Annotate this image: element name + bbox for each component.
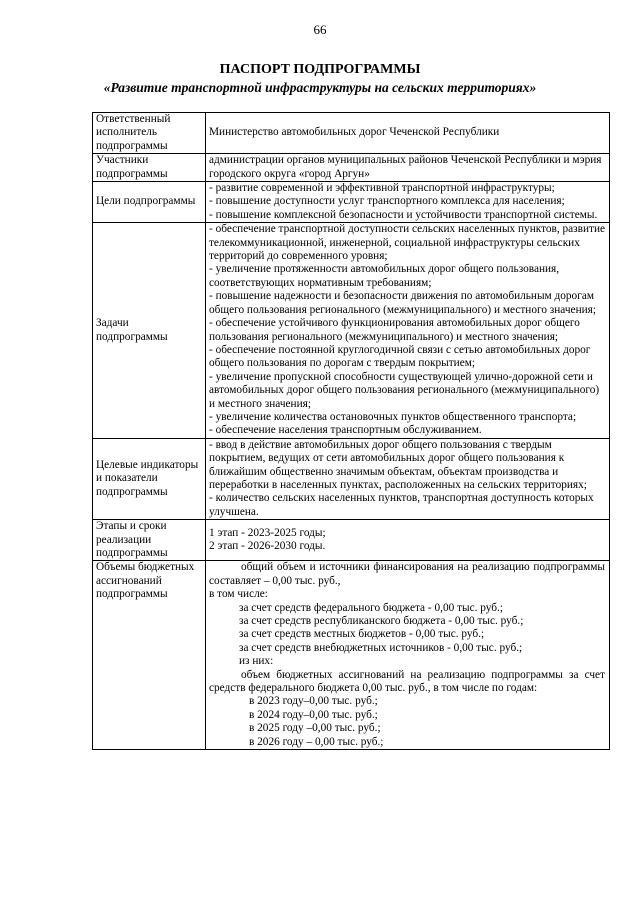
funding-year: в 2025 году –0,00 тыс. руб.; <box>249 722 381 735</box>
row-goals <box>93 182 610 223</box>
funding-year: в 2023 году–0,00 тыс. руб.; <box>249 695 378 708</box>
funding-year: в 2024 году–0,00 тыс. руб.; <box>249 708 378 721</box>
funding-source: за счет средств республиканского бюджета - 0,00 тыс. руб.; <box>239 615 524 628</box>
task-item: - обеспечение устойчивого функционирования автомобильных дорог общего пользования регионального (межмуниципального) и местного значения; <box>209 317 580 343</box>
label-responsible: Ответственный исполнитель подпрограммы <box>93 113 206 154</box>
value-participants: администрации органов муниципальных районов Чеченской Республики и мэрия городского округа «город Аргун» <box>206 154 610 182</box>
label-funding: Объемы бюджетных ассигнований подпрограммы <box>93 561 206 750</box>
page-number: 66 <box>313 22 327 37</box>
funding-source: за счет средств внебюджетных источников - 0,00 тыс. руб.; <box>239 641 523 654</box>
funding-of-them: из них: <box>239 655 274 668</box>
value-funding <box>206 561 610 750</box>
funding-year: в 2026 году – 0,00 тыс. руб.; <box>249 735 384 748</box>
label-goals: Цели подпрограммы <box>93 182 206 223</box>
passport-table <box>92 112 610 750</box>
task-item: - обеспечение постоянной круглогодичной связи с сетью автомобильных дорог общего пользования по дорогам с твердым покрытием; <box>209 343 591 370</box>
task-item: - повышение надежности и безопасности движения по автомобильным дорогам общего пользования регионального (межмуниципального) и местного значения; <box>209 290 596 316</box>
subprogram-title: «Развитие транспортной инфраструктуры на сельских территориях» <box>103 80 537 95</box>
label-indicators: Целевые индикаторы и показатели подпрограммы <box>93 438 206 519</box>
label-participants: Участники подпрограммы <box>93 154 206 182</box>
task-item: - увеличение протяженности автомобильных дорог общего пользования, соответствующих нормативным требованиям; <box>209 263 560 289</box>
row-participants <box>93 154 610 182</box>
row-stages <box>93 520 610 561</box>
label-tasks: Задачи подпрограммы <box>93 223 206 439</box>
document-title: ПАСПОРТ ПОДПРОГРАММЫ <box>219 62 421 77</box>
funding-source: за счет средств местных бюджетов - 0,00 тыс. руб.; <box>239 628 485 641</box>
indicator-item: - количество сельских населенных пунктов, транспортная доступность которых улучшена. <box>209 492 594 518</box>
task-item: - обеспечение населения транспортным обслуживанием. <box>209 424 482 437</box>
task-item: - увеличение количества остановочных пунктов общественного транспорта; <box>209 410 577 423</box>
funding-federal-note: объем бюджетных ассигнований на реализацию подпрограммы за счет средств федерального бюджета 0,00 тыс. руб., в том числе по годам: <box>209 668 605 695</box>
funding-intro: общий объем и источники финансирования на реализацию подпрограммы составляет – 0,00 тыс. руб., <box>209 561 605 587</box>
task-item: - увеличение пропускной способности существующей улично-дорожной сети и автомобильных дорог общего пользования регионального (межмуниципального) и местного значения; <box>209 370 600 410</box>
value-tasks <box>206 223 610 439</box>
goal-item: - повышение доступности услуг транспортного комплекса для населения; <box>209 195 565 208</box>
goal-item: - развитие современной и эффективной транспортной инфраструктуры; <box>209 182 555 195</box>
stage-item: 2 этап - 2026-2030 годы. <box>209 540 326 553</box>
value-indicators <box>206 438 610 519</box>
row-funding <box>93 561 610 750</box>
value-responsible: Министерство автомобильных дорог Чеченской Республики <box>206 113 610 154</box>
label-stages: Этапы и сроки реализации подпрограммы <box>93 520 206 561</box>
value-goals <box>206 182 610 223</box>
row-tasks <box>93 223 610 439</box>
stage-item: 1 этап - 2023-2025 годы; <box>209 526 326 539</box>
funding-in-total: в том числе: <box>209 588 268 601</box>
row-responsible <box>93 113 610 154</box>
indicator-item: - ввод в действие автомобильных дорог общего пользования с твердым покрытием, ведущих от сети автомобильных дорог общего пользования к ближайшим общественно значимым объектам, объектам производства и переработки в населенных пунктах, расположенных на сельских территориях; <box>209 438 587 491</box>
task-item: - обеспечение транспортной доступности сельских населенных пунктов, развитие телекоммуникационной, инженерной, социальной инфраструктуры сельских территорий до современного уровня; <box>209 223 606 263</box>
value-stages <box>206 520 610 561</box>
funding-source: за счет средств федерального бюджета - 0,00 тыс. руб.; <box>239 601 503 614</box>
goal-item: - повышение комплексной безопасности и устойчивости транспортной системы. <box>209 208 598 221</box>
row-indicators <box>93 438 610 519</box>
